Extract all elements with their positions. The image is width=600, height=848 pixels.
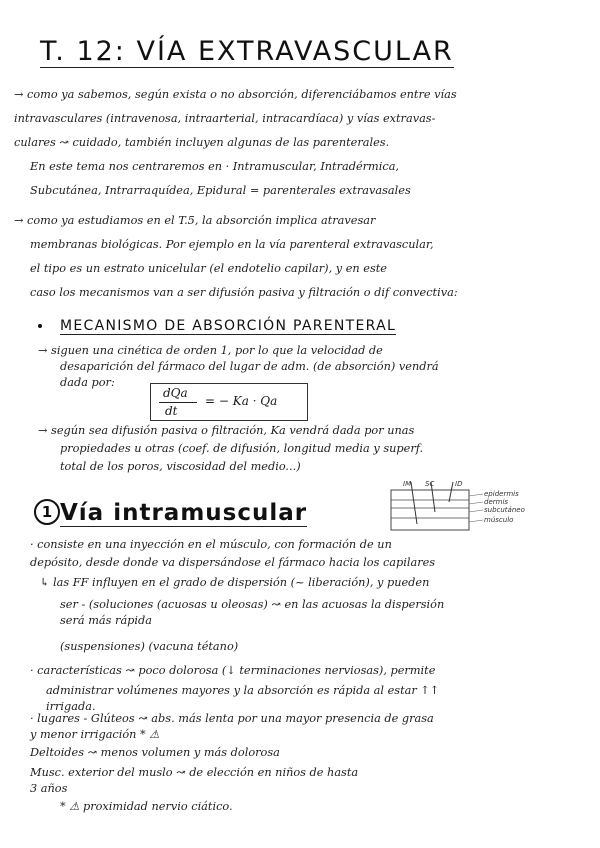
section1-line-2: desaparición del fármaco del lugar de adm. (de absorción) vendrá <box>60 360 439 373</box>
section-heading-absorption: MECANISMO DE ABSORCIÓN PARENTERAL <box>60 318 397 334</box>
im-line-5: será más rápida <box>60 614 152 627</box>
label-subcutaneous: subcutáneo <box>484 506 525 514</box>
equation-right-side: = − Ka · Qa <box>205 394 278 408</box>
intro-line-1: → como ya sabemos, según exista o no absorción, diferenciábamos entre vías <box>14 88 457 101</box>
im-line-8: administrar volúmenes mayores y la absorción es rápida al estar ↑↑ <box>46 684 440 697</box>
im-line-6: (suspensiones) (vacuna tétano) <box>60 640 239 653</box>
intro-line-4: En este tema nos centraremos en · Intramuscular, Intradérmica, <box>30 160 400 173</box>
section1-line-4: → según sea difusión pasiva o filtración, Ka vendrá dada por unas <box>38 424 415 437</box>
section-heading-intramuscular: Vía intramuscular <box>60 500 308 526</box>
intro2-line-3: el tipo es un estrato unicelular (el endotelio capilar), y en este <box>30 262 387 275</box>
bullet-dot <box>38 324 42 328</box>
im-line-14: 3 años <box>30 782 68 795</box>
intro2-line-1: → como ya estudiamos en el T.5, la absorción implica atravesar <box>14 214 376 227</box>
im-line-7: · características ↝ poco dolorosa (↓ terminaciones nerviosas), permite <box>30 664 436 677</box>
label-im: IM <box>403 480 412 488</box>
intro-line-5: Subcutánea, Intrarraquídea, Epidural = parenterales extravasales <box>30 184 411 197</box>
intro2-line-2: membranas biológicas. Por ejemplo en la vía parenteral extravascular, <box>30 238 434 251</box>
intro-line-3: culares ↝ cuidado, también incluyen algunas de las parenterales. <box>14 136 390 149</box>
label-muscle: músculo <box>484 516 514 524</box>
section1-line-1: → siguen una cinética de orden 1, por lo que la velocidad de <box>38 344 383 357</box>
im-line-1: · consiste en una inyección en el músculo, con formación de un <box>30 538 392 551</box>
equation-denominator: dt <box>165 404 178 418</box>
im-line-13: Musc. exterior del muslo ↝ de elección en niños de hasta <box>30 766 359 779</box>
im-line-2: depósito, desde donde va dispersándose el fármaco hacia los capilares <box>30 556 436 569</box>
label-epidermis: epidermis <box>484 490 519 498</box>
rate-equation-box <box>150 383 308 421</box>
page-title: T. 12: VÍA EXTRAVASCULAR <box>40 36 454 67</box>
label-dermis: dermis <box>484 498 509 506</box>
fraction-bar <box>159 402 197 403</box>
section-number-badge: 1 <box>34 499 60 525</box>
im-line-10: · lugares - Glúteos ↝ abs. más lenta por una mayor presencia de grasa <box>30 712 434 725</box>
im-line-11: y menor irrigación * ⚠ <box>30 728 160 741</box>
im-line-15: * ⚠ proximidad nervio ciático. <box>60 800 233 813</box>
label-id: ID <box>455 480 463 488</box>
intro2-line-4: caso los mecanismos van a ser difusión pasiva y filtración o dif convectiva: <box>30 286 458 299</box>
im-line-3: ↳ las FF influyen en el grado de dispersión (~ liberación), y pueden <box>40 576 430 589</box>
im-line-4: ser - (soluciones (acuosas u oleosas) ↝ en las acuosas la dispersión <box>60 598 445 611</box>
label-sc: SC <box>425 480 435 488</box>
im-line-9: irrigada. <box>46 700 96 713</box>
skin-layers-sketch <box>383 478 553 538</box>
section1-line-5: propiedades u otras (coef. de difusión, longitud media y superf. <box>60 442 424 455</box>
equation-numerator: dQa <box>163 386 188 400</box>
section1-line-3: dada por: <box>60 376 115 389</box>
section1-line-6: total de los poros, viscosidad del medio...) <box>60 460 301 473</box>
im-line-12: Deltoides ↝ menos volumen y más dolorosa <box>30 746 280 759</box>
intro-line-2: intravasculares (intravenosa, intraarterial, intracardíaca) y vías extravas- <box>14 112 436 125</box>
